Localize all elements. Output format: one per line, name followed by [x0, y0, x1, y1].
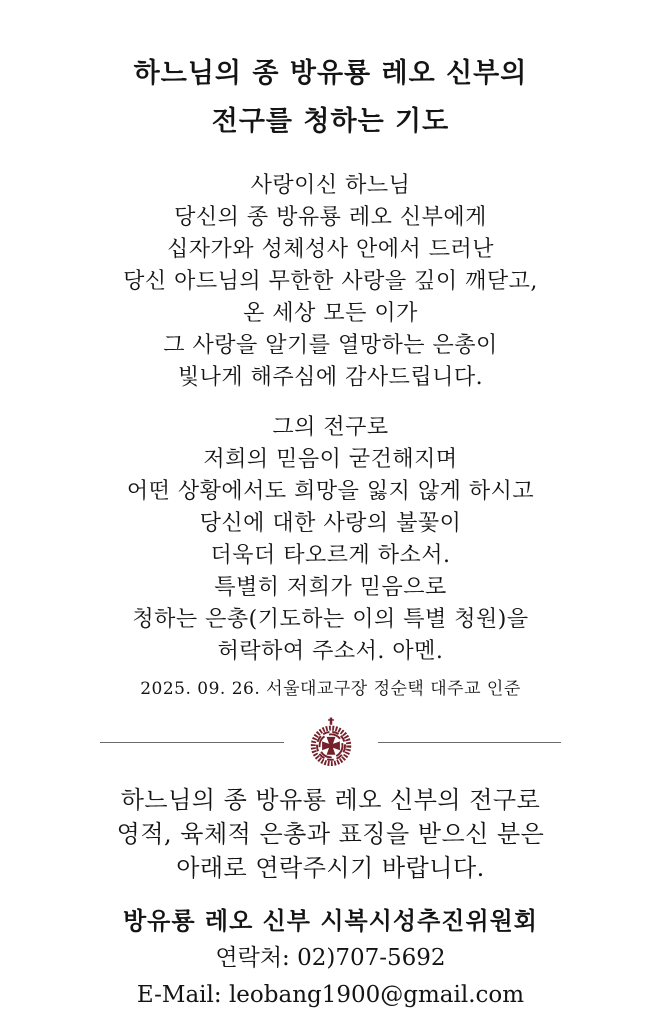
prayer-stanza-2	[0, 412, 661, 668]
prayer-stanza-1	[0, 170, 661, 394]
page-title	[0, 50, 661, 146]
committee-name: 방유룡 레오 신부 시복시성추진위원회	[122, 906, 538, 935]
prayer-line: 어떤 상황에서도 희망을 잃지 않게 하시고	[126, 479, 535, 504]
prayer-line: 당신에 대한 사랑의 불꽃이	[199, 511, 462, 536]
notice-line: 아래로 연락주시기 바랍니다.	[176, 854, 485, 882]
email-address: leobang1900@gmail.com	[228, 982, 525, 1008]
divider-rule-right	[378, 742, 562, 743]
prayer-line: 허락하여 주소서. 아멘.	[217, 639, 444, 664]
cross-pattee-seal-icon	[308, 716, 354, 768]
email-label: E-Mail:	[136, 982, 222, 1008]
prayer-line: 저희의 믿음이 굳건해지며	[203, 447, 458, 472]
prayer-line: 십자가와 성체성사 안에서 드러난	[166, 237, 494, 262]
email-line	[0, 980, 661, 1010]
prayer-line: 빛나게 해주심에 감사드립니다.	[177, 365, 484, 390]
phone-label: 연락처:	[215, 945, 290, 971]
prayer-line: 온 세상 모든 이가	[243, 301, 418, 326]
contact-notice	[0, 783, 661, 885]
page-title-line-2: 전구를 청하는 기도	[211, 106, 450, 137]
page-title-line-1: 하느님의 종 방유룡 레오 신부의	[133, 58, 528, 89]
prayer-line: 특별히 저희가 믿음으로	[214, 575, 447, 600]
section-divider	[100, 715, 561, 769]
prayer-line: 그의 전구로	[272, 415, 389, 440]
phone-line	[0, 943, 661, 973]
notice-line: 영적, 육체적 은총과 표징을 받으신 분은	[116, 820, 545, 848]
prayer-line: 당신의 종 방유룡 레오 신부에게	[174, 205, 487, 230]
prayer-line: 그 사랑을 알기를 열망하는 은총이	[163, 333, 498, 358]
divider-rule-left	[100, 742, 284, 743]
prayer-line: 사랑이신 하느님	[250, 173, 411, 198]
notice-line: 하느님의 종 방유룡 레오 신부의 전구로	[120, 786, 541, 814]
prayer-line: 청하는 은총(기도하는 이의 특별 청원)을	[132, 607, 529, 632]
phone-number: 02)707-5692	[297, 945, 446, 971]
approval-line: 2025. 09. 26. 서울대교구장 정순택 대주교 인준	[140, 679, 521, 699]
prayer-line: 당신 아드님의 무한한 사랑을 깊이 깨닫고,	[123, 269, 538, 294]
prayer-line: 더욱더 타오르게 하소서.	[210, 543, 451, 568]
